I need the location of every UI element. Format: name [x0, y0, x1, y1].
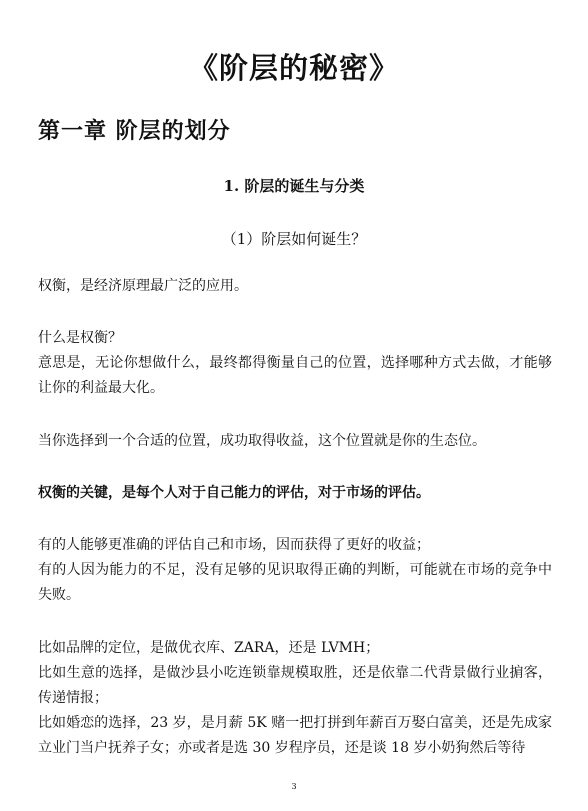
- paragraph: 权衡，是经济原理最广泛的应用。: [38, 278, 248, 294]
- paragraph: 比如品牌的定位，是做优衣库、ZARA，还是 LVMH；: [38, 640, 380, 656]
- key-paragraph: 权衡的关键，是每个人对于自己能力的评估，对于市场的评估。: [38, 485, 430, 501]
- paragraph: 意思是，无论你想做什么，最终都得衡量自己的位置，选择哪种方式去做，才能够让你的利益最大化。: [38, 355, 552, 396]
- paragraph: 比如生意的选择，是做沙县小吃连锁靠规模取胜，还是依靠二代背景做行业掮客，传递情报；: [38, 665, 552, 706]
- paragraph: 有的人因为能力的不足，没有足够的见识取得正确的判断，可能就在市场的竞争中失败。: [38, 562, 552, 603]
- paragraph: 比如婚恋的选择，23 岁，是月薪 5K 赌一把打拼到年薪百万娶白富美，还是先成家立业门当户抚养子女；亦或者是选 30 岁程序员，还是谈 18 岁小奶狗然后等待: [38, 715, 552, 756]
- page-number: 3: [291, 782, 297, 791]
- book-title: 《阶层的秘密》: [188, 51, 399, 85]
- paragraph: 当你选择到一个合适的位置，成功取得收益，这个位置就是你的生态位。: [38, 433, 486, 449]
- chapter-heading: 第一章 阶层的划分: [38, 119, 231, 144]
- subsection-heading: （1）阶层如何诞生？: [221, 230, 367, 248]
- section-heading: 1. 阶层的诞生与分类: [223, 177, 365, 195]
- paragraph: 什么是权衡？: [38, 330, 122, 346]
- paragraph: 有的人能够更准确的评估自己和市场，因而获得了更好的收益；: [38, 537, 430, 553]
